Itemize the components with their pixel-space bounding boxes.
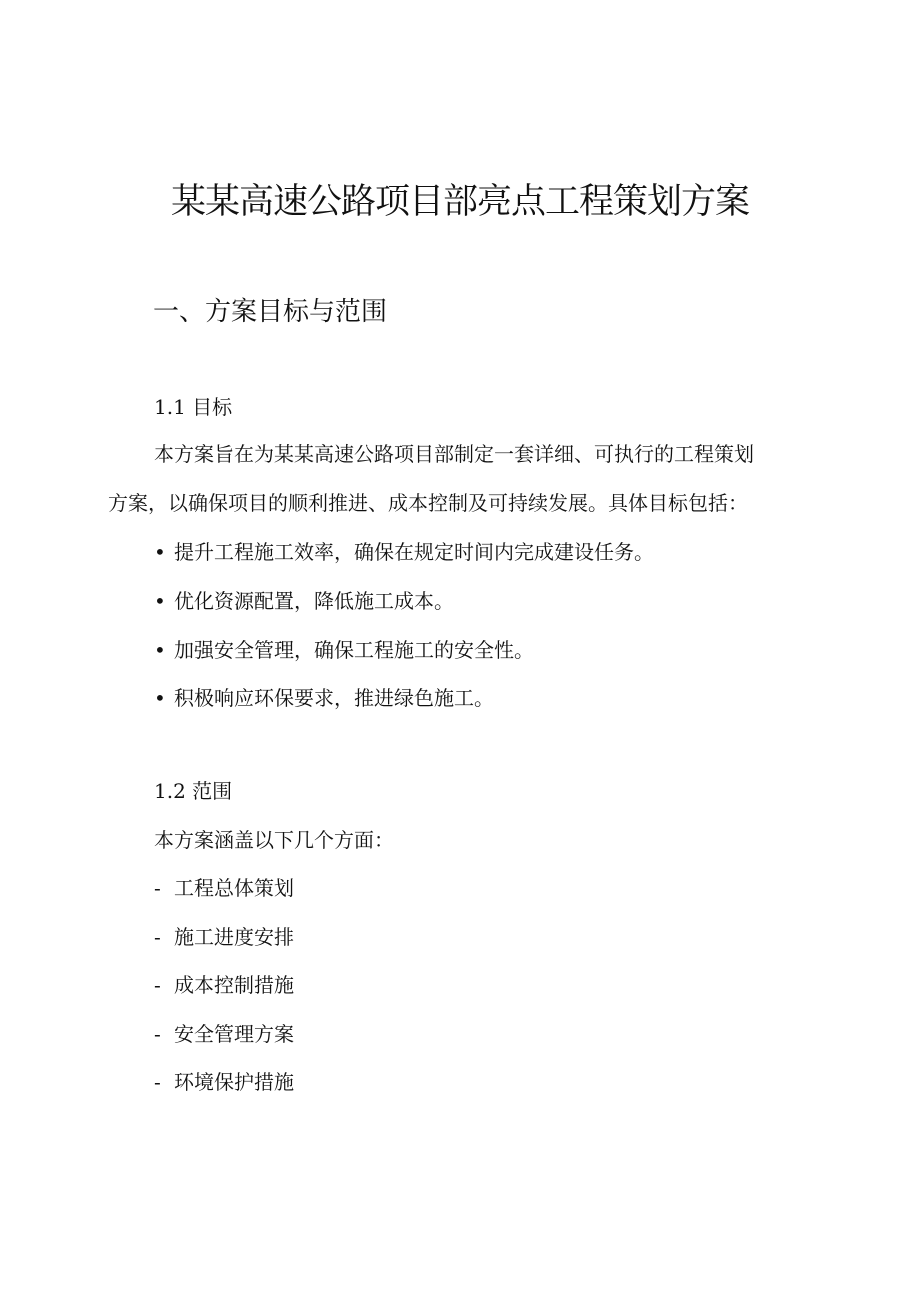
dash-marker: - [154, 1022, 161, 1046]
goal-bullet-text: 优化资源配置，降低施工成本。 [174, 589, 454, 613]
dash-marker: - [154, 973, 161, 997]
goal-bullet-text: 积极响应环保要求，推进绿色施工。 [174, 686, 494, 710]
document-title: 某某高速公路项目部亮点工程策划方案 [170, 182, 749, 222]
subsection-heading-goal: 1.1 目标 [154, 395, 233, 419]
dash-marker: - [154, 925, 161, 949]
goal-bullet-item [154, 586, 454, 616]
scope-item-text: 环境保护措施 [174, 1070, 294, 1094]
scope-list-item [154, 873, 294, 903]
scope-list-item [154, 1067, 294, 1097]
subsection-heading-scope: 1.2 范围 [154, 779, 233, 803]
scope-item-text: 工程总体策划 [174, 876, 294, 900]
scope-list-item [154, 1019, 294, 1049]
goal-bullet-item [154, 635, 534, 665]
goal-paragraph-line-2: 方案，以确保项目的顺利推进、成本控制及可持续发展。具体目标包括： [108, 491, 748, 515]
goal-bullet-item [154, 537, 654, 567]
scope-item-text: 成本控制措施 [174, 973, 294, 997]
dash-marker: - [154, 876, 161, 900]
goal-bullet-item [154, 683, 494, 713]
bullet-marker: • [154, 686, 166, 710]
section-heading-1: 一、方案目标与范围 [153, 297, 388, 327]
bullet-marker: • [154, 540, 166, 564]
scope-item-text: 安全管理方案 [174, 1022, 294, 1046]
scope-list-item [154, 922, 294, 952]
dash-marker: - [154, 1070, 161, 1094]
scope-intro: 本方案涵盖以下几个方面： [154, 828, 394, 852]
bullet-marker: • [154, 638, 166, 662]
scope-list-item [154, 970, 294, 1000]
bullet-marker: • [154, 589, 166, 613]
scope-item-text: 施工进度安排 [174, 925, 294, 949]
goal-bullet-text: 加强安全管理，确保工程施工的安全性。 [174, 638, 534, 662]
goal-bullet-text: 提升工程施工效率，确保在规定时间内完成建设任务。 [174, 540, 654, 564]
goal-paragraph-line-1: 本方案旨在为某某高速公路项目部制定一套详细、可执行的工程策划 [154, 442, 754, 466]
